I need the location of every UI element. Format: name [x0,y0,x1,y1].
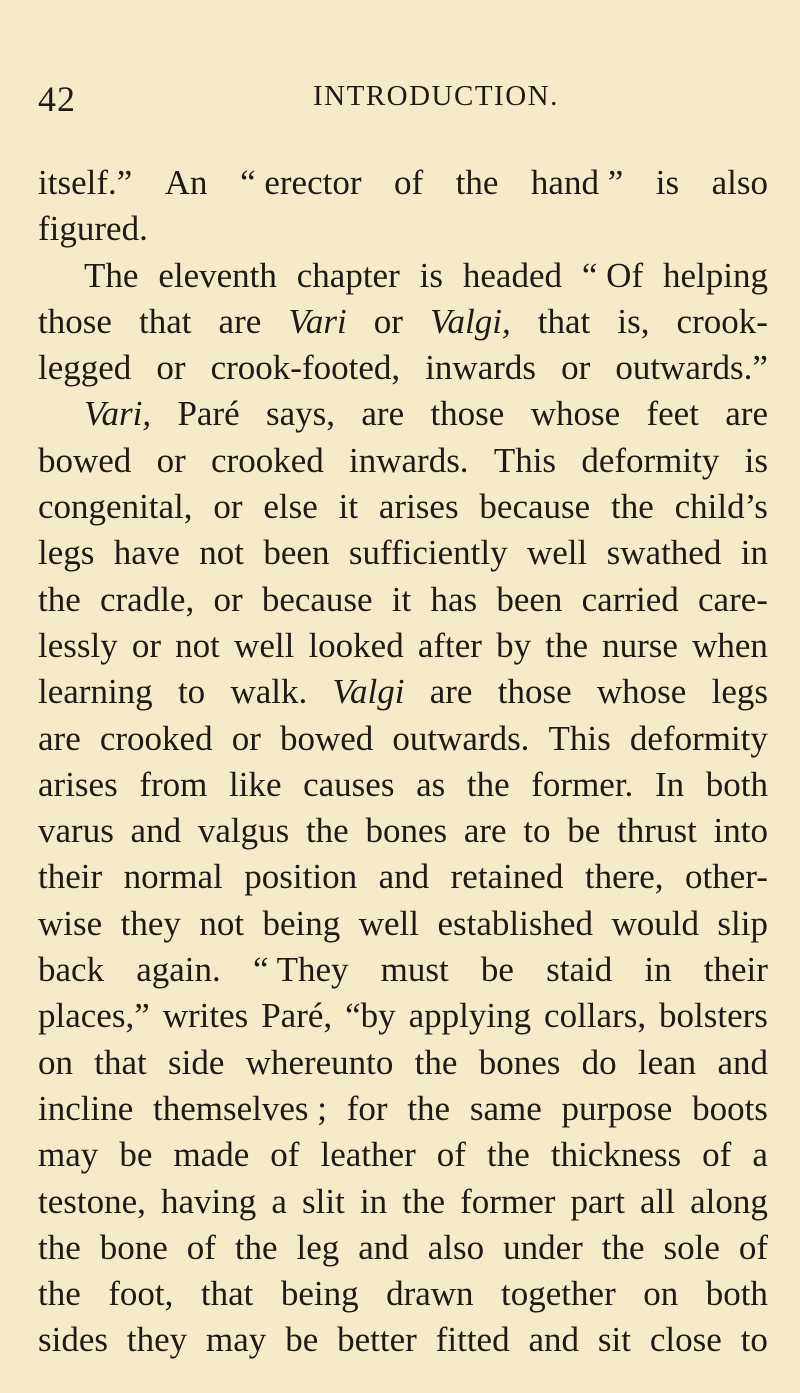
word: writes [162,996,249,1036]
word: eleventh [158,255,277,295]
word: “by [345,996,396,1036]
word: “ Of [581,255,644,295]
word: made [173,1135,250,1175]
word: figured. [38,209,148,249]
word: a [752,1135,768,1175]
word: in [740,533,768,573]
text-line [38,577,768,623]
word: helping [663,255,768,295]
word: to [523,811,551,851]
word: incline [38,1088,134,1128]
word: same [469,1088,542,1128]
word: are [725,394,768,434]
word: chapter [296,255,400,295]
word: An [164,163,208,202]
text-line [38,1132,768,1178]
word: close [649,1320,722,1360]
word: a [271,1181,287,1221]
text-line [38,1040,768,1086]
word: child’s [674,487,768,527]
word: part [570,1181,625,1221]
word: leg [296,1227,340,1267]
word: that [138,301,192,341]
word: would [611,903,699,943]
word: and [358,1227,409,1267]
word: their [38,857,103,897]
word: the [38,1274,81,1314]
word: being [280,1274,359,1314]
word: testone, [38,1181,146,1221]
word: are [218,301,262,341]
word: from [139,764,208,804]
word: they [126,1320,188,1360]
word: and [528,1320,580,1360]
word: are [429,672,473,712]
text-line [38,299,768,345]
word: also [711,163,768,202]
word: crook-footed, [210,348,401,388]
word: the [601,1227,645,1267]
word: outwards.” [615,348,768,388]
word: be [285,1320,319,1360]
word: other- [685,857,768,897]
word: or [131,625,162,665]
word: lean [637,1042,697,1082]
word: bones [478,1042,561,1082]
word: of [738,1227,768,1267]
word: nurse [602,625,678,665]
word: bowed [38,440,132,480]
word: by [496,625,532,665]
word: fitted [435,1320,510,1360]
word: arises [38,764,118,804]
text-line [38,530,768,576]
word: on [38,1042,73,1082]
word: or [213,487,243,527]
word: to [177,672,206,712]
word: carried [581,579,679,619]
word: Paré, [261,996,333,1036]
word: The [84,255,139,295]
word: that [94,1042,147,1082]
word: inwards. [349,440,469,480]
word: foot, [108,1274,174,1314]
word: of [270,1135,300,1175]
word: all [640,1181,676,1221]
word: that [200,1274,254,1314]
word: former. [531,764,634,804]
word: whose [530,394,621,434]
word: as [416,764,446,804]
word: they [120,903,181,943]
word: or [231,718,261,758]
word: back [38,950,105,990]
word: says, [266,394,336,434]
word: swathed [606,533,722,573]
word: bone [99,1227,168,1267]
word: having [161,1181,257,1221]
word: thickness [550,1135,682,1175]
word: “ They [252,950,349,990]
word: purpose [561,1088,673,1128]
word: whereunto [245,1042,394,1082]
word: has [430,579,478,619]
word: is [744,440,768,480]
word: together [501,1274,616,1314]
word: be [119,1135,153,1175]
word: that [537,301,591,341]
word: well [527,533,588,573]
text-line [38,1317,768,1363]
word: position [244,857,358,897]
word: those [38,301,112,341]
word: Valgi, [430,301,511,341]
word: crook- [676,301,768,341]
word: again. [136,950,221,990]
word: and [130,811,182,851]
word: thrust [617,811,697,851]
word: in [359,1181,388,1221]
word: sole [663,1227,720,1267]
word: and [378,857,430,897]
word: lessly [38,625,118,665]
word: legs [711,672,768,712]
word: looked [308,625,404,665]
word: staid [546,950,613,990]
text-line [38,1086,768,1132]
word: headed [462,255,562,295]
word: may [38,1135,99,1175]
word: retained [450,857,564,897]
word: learning [38,672,153,712]
text-line [38,993,768,1039]
page-number: 42 [38,79,76,119]
word: arises [378,487,459,527]
word: there, [584,857,664,897]
word: their [703,950,768,990]
word: well [234,625,295,665]
word: under [503,1227,583,1267]
word: Vari [288,301,347,341]
word: in [644,950,672,990]
text-line [38,484,768,530]
word: it [338,487,359,527]
word: the [305,811,349,851]
word: been [263,533,330,573]
text-line [38,901,768,947]
text-line [38,1271,768,1317]
word: it [391,579,412,619]
text-line [38,438,768,484]
word: collars, [544,996,647,1036]
word: to [740,1320,768,1360]
text-line [38,160,768,206]
word: the [414,1042,458,1082]
word: the [234,1227,278,1267]
text-line [38,345,768,391]
word: Valgi [332,672,405,712]
word: boots [692,1088,768,1128]
word: not [199,903,245,943]
text-line [38,669,768,715]
word: because [479,487,591,527]
text-line [38,762,768,808]
word: into [713,811,768,851]
word: better [337,1320,417,1360]
word: for [346,1088,388,1128]
word: drawn [386,1274,474,1314]
body-text [38,160,768,1364]
word: are [463,811,507,851]
word: Vari, [84,394,152,434]
word: themselves ; [153,1088,327,1128]
word: have [113,533,180,573]
word: or [213,579,243,619]
text-line [38,391,768,437]
word: applying [408,996,532,1036]
word: Paré [177,394,240,434]
word: like [229,764,282,804]
word: or [156,348,186,388]
word: else [263,487,318,527]
page-header [0,78,800,138]
word: may [206,1320,267,1360]
word: sit [597,1320,631,1360]
word: bolsters [659,996,768,1036]
word: bowed [279,718,374,758]
word: are [38,718,81,758]
text-line [38,808,768,854]
word: be [480,950,514,990]
word: This [493,440,557,480]
word: both [705,1274,768,1314]
word: outwards. [392,718,530,758]
word: been [496,579,563,619]
word: well [358,903,419,943]
word: varus [38,811,114,851]
word: inwards [425,348,537,388]
text-line [38,716,768,762]
word: on [643,1274,679,1314]
word: deformity [581,440,720,480]
word: not [199,533,244,573]
word: because [261,579,373,619]
word: must [380,950,449,990]
word: crooked [211,440,324,480]
word: and [717,1042,768,1082]
word: slit [302,1181,345,1221]
word: In [654,764,685,804]
word: legs [38,533,95,573]
word: “ erector [240,163,362,202]
word: is [655,163,680,202]
word: itself.” [38,163,133,202]
word: do [581,1042,617,1082]
word: former [460,1181,556,1221]
word: bones [365,811,448,851]
word: of [436,1135,466,1175]
word: feet [646,394,699,434]
word: the [466,764,510,804]
word: also [427,1227,485,1267]
word: established [437,903,593,943]
word: those [430,394,505,434]
word: wise [38,903,103,943]
word: the [402,1181,446,1221]
word: This [548,718,611,758]
word: walk. [230,672,308,712]
text-line [38,206,768,252]
word: crooked [99,718,213,758]
word: or [156,440,186,480]
word: or [373,301,403,341]
running-head: INTRODUCTION. [313,80,559,112]
word: of [702,1135,732,1175]
word: the [455,163,499,202]
word: is [419,255,443,295]
word: valgus [197,811,290,851]
word: leather [320,1135,416,1175]
word: of [186,1227,216,1267]
word: the [38,1227,81,1267]
word: sufficiently [348,533,508,573]
text-line [38,854,768,900]
text-line [38,253,768,299]
word: places,” [38,996,150,1036]
word: or [561,348,591,388]
text-line [38,947,768,993]
word: be [567,811,601,851]
word: sides [38,1320,108,1360]
word: are [361,394,405,434]
word: causes [303,764,395,804]
word: the [611,487,654,527]
word: being [262,903,341,943]
word: hand ” [530,163,624,202]
word: the [407,1088,451,1128]
word: legged [38,348,132,388]
word: slip [717,903,768,943]
text-line [38,623,768,669]
word: not [175,625,220,665]
word: the [487,1135,530,1175]
word: normal [123,857,223,897]
word: the [545,625,589,665]
text-line [38,1225,768,1271]
word: both [705,764,768,804]
word: of [394,163,424,202]
word: cradle, [99,579,195,619]
word: along [690,1181,768,1221]
word: those [497,672,572,712]
word: after [417,625,482,665]
word: congenital, [38,487,193,527]
text-line [38,1179,768,1225]
word: the [38,579,81,619]
word: deformity [629,718,768,758]
word: when [692,625,768,665]
word: care- [698,579,768,619]
word: is, [617,301,650,341]
word: side [168,1042,225,1082]
word: whose [596,672,687,712]
